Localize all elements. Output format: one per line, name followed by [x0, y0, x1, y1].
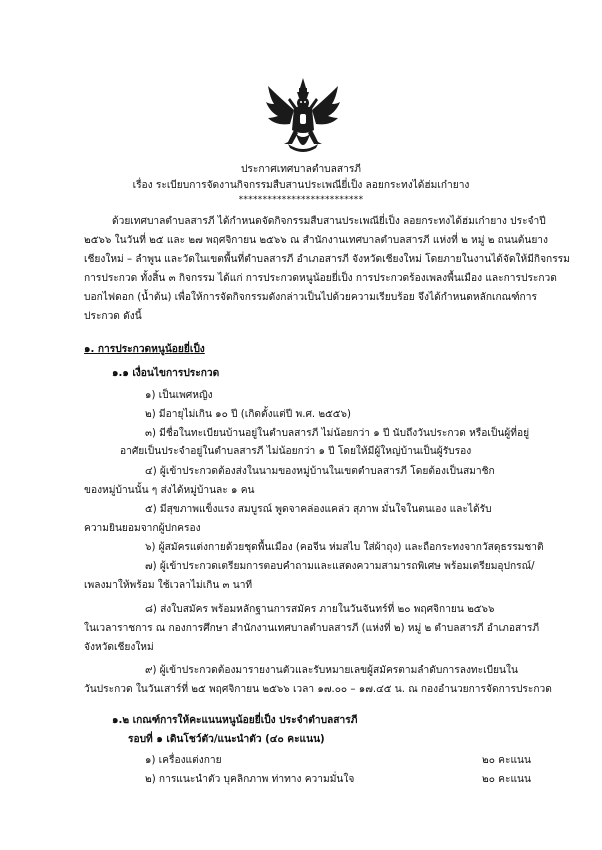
garuda-emblem-icon [266, 78, 340, 156]
condition-item: อาศัยเป็นประจำอยู่ในตำบลสารภี ไม่น้อยกว่า ๑ ปี โดยให้มีผู้ใหญ่บ้านเป็นผู้รับรอง [120, 446, 472, 457]
condition-item: เพลงมาให้พร้อม ใช้เวลาไม่เกิน ๓ นาที [84, 580, 253, 591]
subsection-heading: ๑.๑ เงื่อนไขการประกวด [112, 368, 220, 379]
condition-item: ของหมู่บ้านนั้น ๆ ส่งได้หมู่บ้านละ ๑ คน [84, 485, 255, 496]
condition-item: ๑) เป็นเพศหญิง [145, 390, 213, 401]
intro-line: การประกวด ทั้งสิ้น ๓ กิจกรรม ได้แก่ การประกวดหนูน้อยยี่เป็ง การประกวดร้องเพลงพื้นเมือง และการประกวด [84, 273, 557, 284]
section-heading: ๑. การประกวดหนูน้อยยี่เป็ง [84, 344, 205, 355]
condition-item: ๒) มีอายุไม่เกิน ๑๐ ปี (เกิดตั้งแต่ปี พ.ศ. ๒๕๕๖) [145, 409, 351, 420]
intro-line: ประกวด ดังนี้ [84, 311, 142, 322]
score-points: ๒๐ คะแนน [482, 755, 531, 766]
subsection-heading: ๑.๒ เกณฑ์การให้คะแนนหนูน้อยยี่เป็ง ประจำตำบลสารภี [112, 715, 358, 726]
score-points: ๒๐ คะแนน [482, 774, 531, 785]
condition-item: ๔) ผู้เข้าประกวดต้องส่งในนามของหมู่บ้านในเขตตำบลสารภี โดยต้องเป็นสมาชิก [145, 466, 495, 477]
condition-item: วันประกวด ในวันเสาร์ที่ ๒๕ พฤศจิกายน ๒๕๖๖ เวลา ๑๗.๐๐ – ๑๗.๔๕ น. ณ กองอำนวยการจัดการประกวด [84, 684, 552, 695]
intro-line: เชียงใหม่ – ลำพูน และวัดในเขตพื้นที่ตำบลสารภี อำเภอสารภี จังหวัดเชียงใหม่ โดยภายในงานได้จัดให้มีกิจกรรม [84, 254, 570, 265]
condition-item: ความยินยอมจากผู้ปกครอง [84, 523, 201, 534]
intro-line: ๒๕๖๖ ในวันที่ ๒๕ และ ๒๗ พฤศจิกายน ๒๕๖๖ ณ สำนักงานเทศบาลตำบลสารภี แห่งที่ ๒ หมู่ ๒ ถนนต้นยาง [84, 235, 548, 246]
condition-item: ๗) ผู้เข้าประกวดเตรียมการตอบคำถามและแสดงความสามารถพิเศษ พร้อมเตรียมอุปกรณ์/ [145, 561, 535, 572]
separator-stars: ************************** [238, 195, 364, 205]
intro-line: บอกไฟดอก (น้ำต้น) เพื่อให้การจัดกิจกรรมดังกล่าวเป็นไปด้วยความเรียบร้อย จึงได้กำหนดหลักเกณฑ์การ [84, 292, 537, 303]
condition-item: ๓) มีชื่อในทะเบียนบ้านอยู่ในตำบลสารภี ไม่น้อยกว่า ๑ ปี นับถึงวันประกวด หรือเป็นผู้ที่อยู่ [145, 428, 530, 439]
condition-item: ๙) ผู้เข้าประกวดต้องมารายงานตัวและรับหมายเลขผู้สมัครตามลำดับการลงทะเบียนใน [145, 665, 518, 676]
condition-item: ๕) มีสุขภาพแข็งแรง สมบูรณ์ พูดจาคล่องแคล่ว สุภาพ มั่นใจในตนเอง และได้รับ [145, 504, 492, 515]
announcement-title: ประกาศเทศบาลตำบลสารภี [240, 164, 362, 175]
score-label: ๑) เครื่องแต่งกาย [145, 755, 222, 766]
condition-item: จังหวัดเชียงใหม่ [84, 642, 154, 653]
intro-line: ด้วยเทศบาลตำบลสารภี ได้กำหนดจัดกิจกรรมสืบสานประเพณียี่เป็ง ลอยกระทงได้ฮ่มเก๋ายาง ประจำปี [112, 216, 546, 227]
announcement-subject: เรื่อง ระเบียบการจัดงานกิจกรรมสืบสานประเพณียี่เป็ง ลอยกระทงได้ฮ่มเก๋ายาง [132, 180, 470, 191]
condition-item: ๖) ผู้สมัครแต่งกายด้วยชุดพื้นเมือง (คอจีน ห่มสไบ ใส่ผ้าถุง) และถือกระทงจากวัสดุธรรมชาติ [145, 542, 544, 553]
condition-item: ในเวลาราชการ ณ กองการศึกษา สำนักงานเทศบาลตำบลสารภี (แห่งที่ ๒) หมู่ ๒ ตำบลสารภี อำเภอสารภี [84, 623, 540, 634]
round-heading: รอบที่ ๑ เดินโชว์ตัว/แนะนำตัว (๔๐ คะแนน) [128, 734, 325, 745]
condition-item: ๘) ส่งใบสมัคร พร้อมหลักฐานการสมัคร ภายในวันจันทร์ที่ ๒๐ พฤศจิกายน ๒๕๖๖ [145, 604, 495, 615]
score-label: ๒) การแนะนำตัว บุคลิกภาพ ท่าทาง ความมั่นใจ [145, 774, 355, 785]
